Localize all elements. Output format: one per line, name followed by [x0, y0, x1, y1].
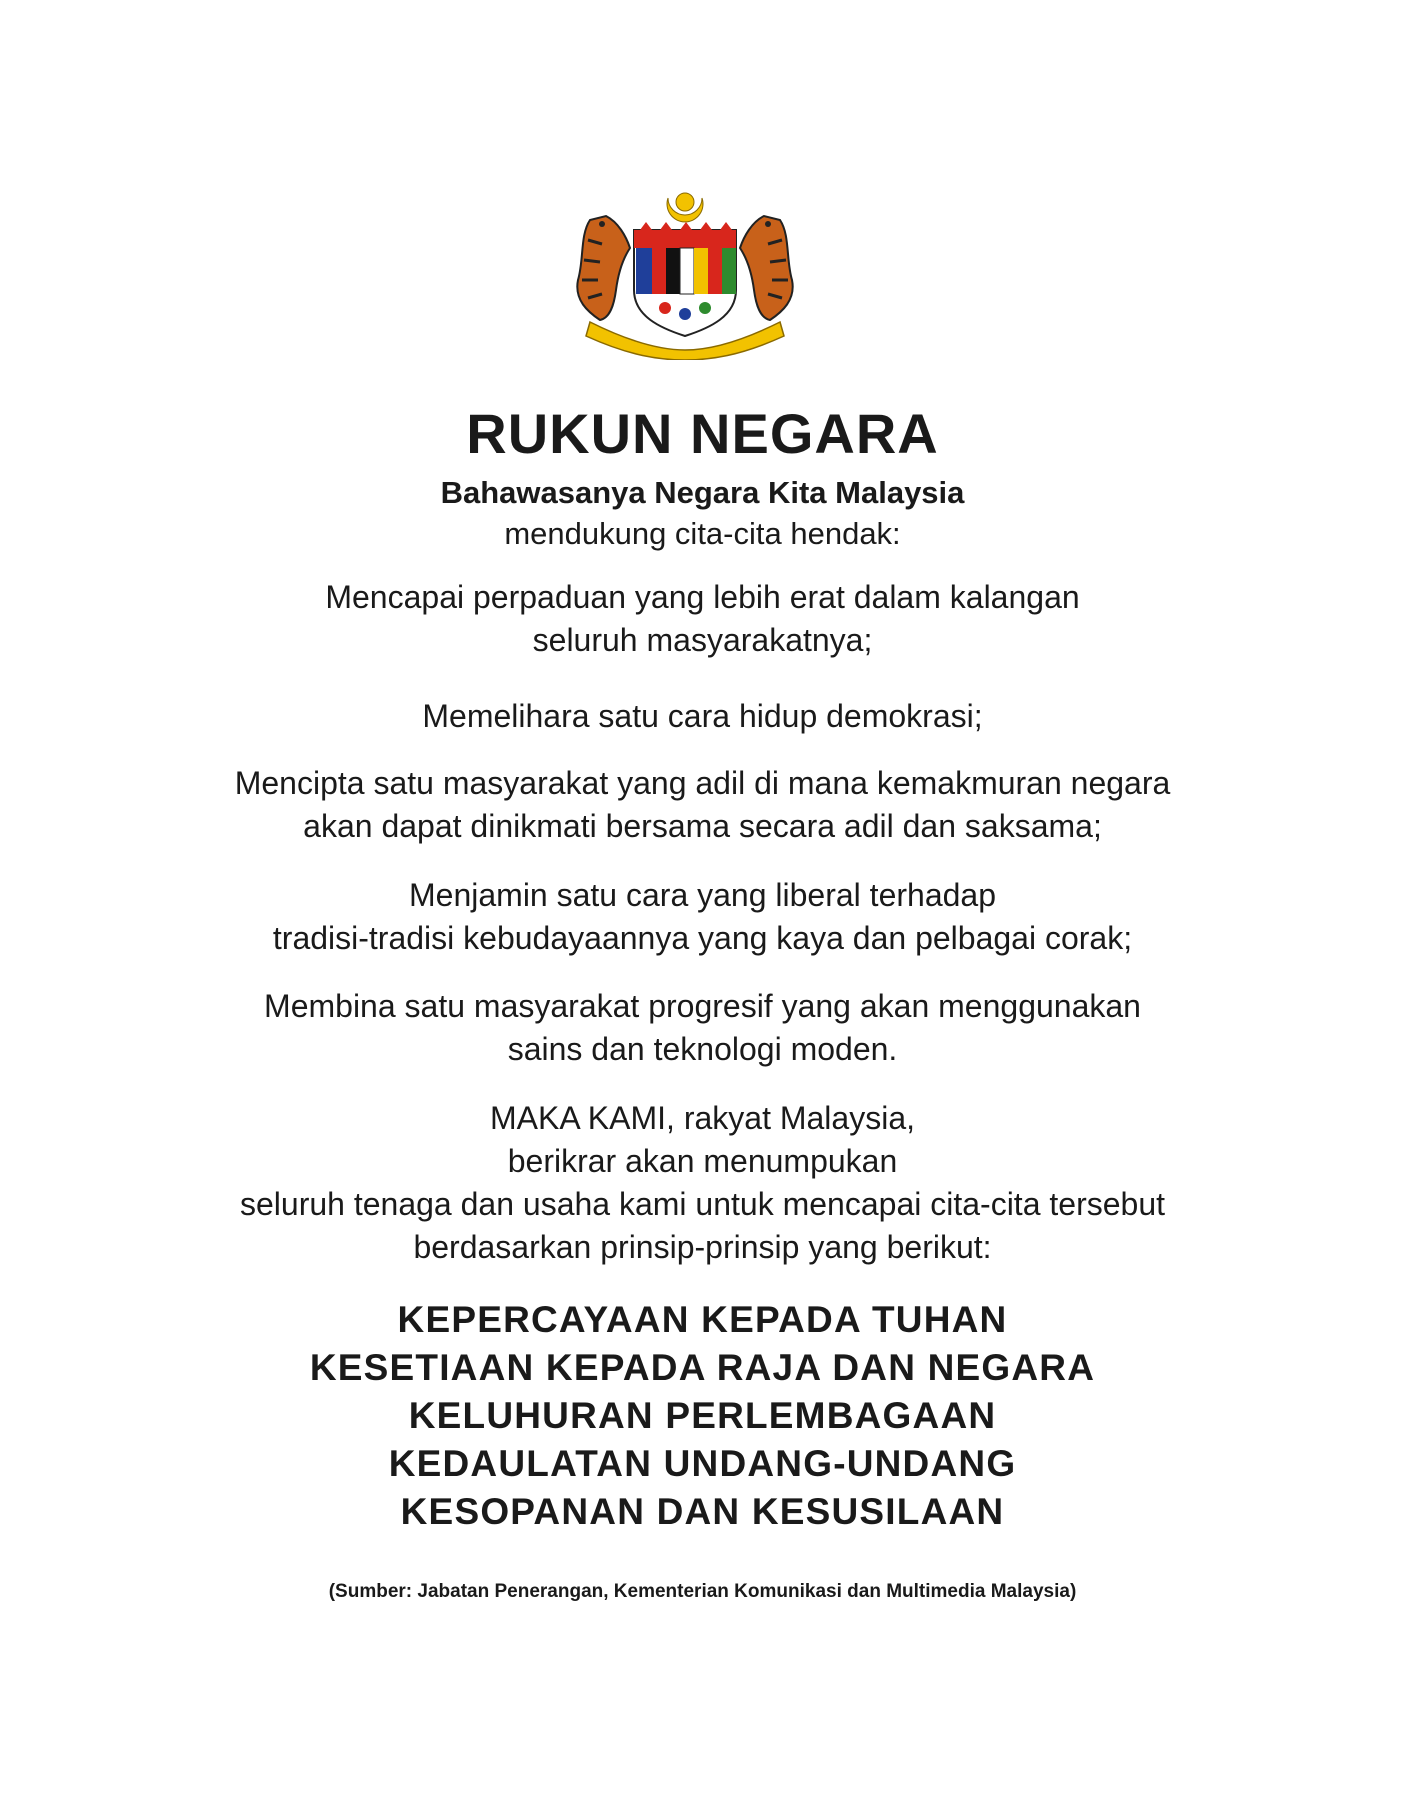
aspiration-3	[0, 762, 1405, 848]
aspiration-4	[0, 874, 1405, 960]
aspiration-line: Memelihara satu cara hidup demokrasi;	[422, 698, 983, 734]
source-note: (Sumber: Jabatan Penerangan, Kementerian Komunikasi dan Multimedia Malaysia)	[328, 1581, 1077, 1602]
principle-5: KESOPANAN DAN KESUSILAAN	[400, 1491, 1005, 1532]
pledge-line: MAKA KAMI, rakyat Malaysia,	[489, 1100, 915, 1136]
pledge-line: berdasarkan prinsip-prinsip yang berikut:	[413, 1229, 992, 1265]
principles-list	[0, 1296, 1405, 1536]
pledge-line: seluruh tenaga dan usaha kami untuk mencapai cita-cita tersebut	[240, 1186, 1165, 1222]
aspiration-line: tradisi-tradisi kebudayaannya yang kaya dan pelbagai corak;	[272, 920, 1133, 956]
intro-line: mendukung cita-cita hendak:	[504, 516, 901, 551]
aspiration-5	[0, 985, 1405, 1071]
principle-1: KEPERCAYAAN KEPADA TUHAN	[397, 1299, 1008, 1340]
pledge-line: berikrar akan menumpukan	[507, 1143, 898, 1179]
principle-4: KEDAULATAN UNDANG-UNDANG	[388, 1443, 1017, 1484]
aspiration-line: akan dapat dinikmati bersama secara adil dan saksama;	[303, 808, 1102, 844]
principle-2: KESETIAAN KEPADA RAJA DAN NEGARA	[309, 1347, 1096, 1388]
aspiration-line: seluruh masyarakatnya;	[532, 622, 873, 658]
aspiration-line: Menjamin satu cara yang liberal terhadap	[409, 877, 996, 913]
aspiration-1	[0, 576, 1405, 662]
principle-3: KELUHURAN PERLEMBAGAAN	[408, 1395, 997, 1436]
document-subtitle: Bahawasanya Negara Kita Malaysia	[440, 475, 965, 510]
malaysia-coat-of-arms-icon	[570, 190, 800, 360]
pledge-block	[0, 1097, 1405, 1269]
document-title: RUKUN NEGARA	[466, 402, 939, 465]
aspiration-2	[0, 695, 1405, 738]
aspiration-line: Membina satu masyarakat progresif yang akan menggunakan	[264, 988, 1141, 1024]
aspiration-line: Mencipta satu masyarakat yang adil di mana kemakmuran negara	[234, 765, 1171, 801]
aspiration-line: Mencapai perpaduan yang lebih erat dalam kalangan	[325, 579, 1080, 615]
aspiration-line: sains dan teknologi moden.	[507, 1031, 898, 1067]
